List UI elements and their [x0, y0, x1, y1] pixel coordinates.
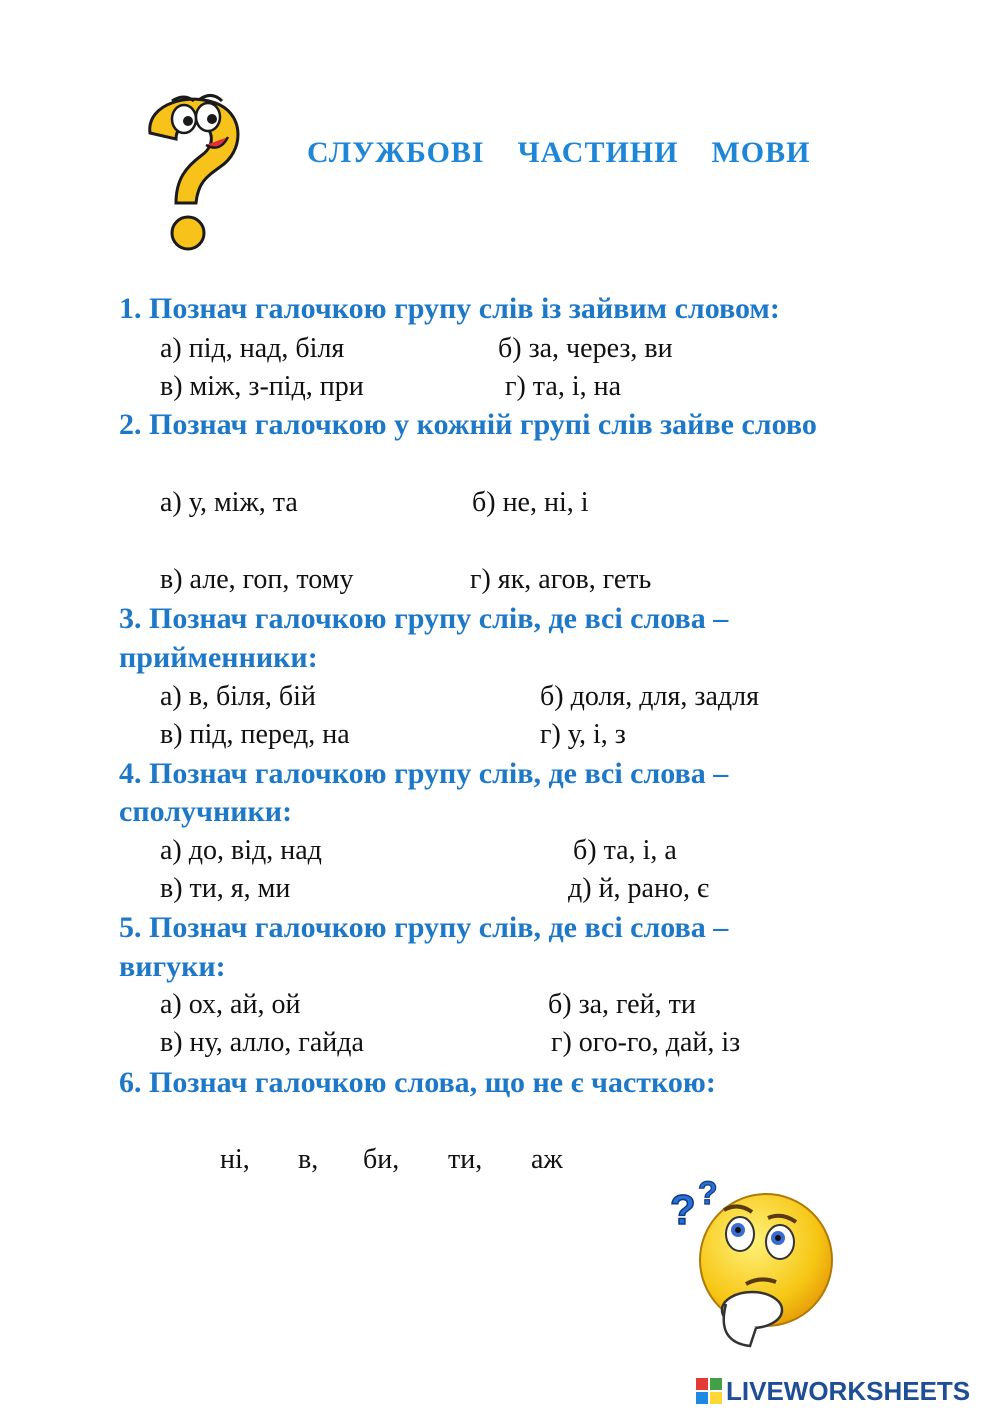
page-title: СЛУЖБОВІ ЧАСТИНИ МОВИ	[307, 136, 811, 169]
question-4-option-b[interactable]: б) та, і, а	[573, 835, 677, 866]
question-2-option-a[interactable]: а) у, між, та	[160, 487, 298, 518]
thinking-smiley-icon	[668, 1172, 838, 1352]
question-3-heading-line1: 3. Познач галочкою групу слів, де всі слова –	[119, 602, 729, 635]
question-3-heading-line2: прийменники:	[119, 641, 318, 674]
question-4-option-a[interactable]: а) до, від, над	[160, 835, 322, 866]
question-1-heading: 1. Познач галочкою групу слів із зайвим словом:	[119, 292, 780, 325]
question-3-option-g[interactable]: г) у, і, з	[540, 719, 626, 750]
question-3-option-b[interactable]: б) доля, для, задля	[540, 681, 759, 712]
question-1-option-v[interactable]: в) між, з-під, при	[160, 371, 364, 402]
question-2-option-b[interactable]: б) не, ні, і	[472, 487, 589, 518]
liveworksheets-logo-icon	[696, 1378, 722, 1404]
question-3-option-v[interactable]: в) під, перед, на	[160, 719, 350, 750]
question-6-heading: 6. Познач галочкою слова, що не є часткою:	[119, 1066, 716, 1099]
question-5-heading-line2: вигуки:	[119, 950, 226, 983]
question-2-heading: 2. Познач галочкою у кожній групі слів зайве слово	[119, 408, 817, 441]
question-3-option-a[interactable]: а) в, біля, бій	[160, 681, 316, 712]
footer-brand	[696, 1376, 970, 1406]
question-mark-character-icon	[132, 93, 247, 253]
footer-brand-text: LIVEWORKSHEETS	[726, 1375, 971, 1406]
svg-text:?: ?	[698, 1175, 718, 1211]
question-5-heading-line1: 5. Познач галочкою групу слів, де всі слова –	[119, 911, 729, 944]
question-5-option-v[interactable]: в) ну, алло, гайда	[160, 1027, 364, 1058]
question-5-option-g[interactable]: г) ого-го, дай, із	[551, 1027, 741, 1058]
question-6-word[interactable]: аж	[531, 1144, 563, 1175]
question-1-option-g[interactable]: г) та, і, на	[505, 371, 622, 402]
question-2-option-v[interactable]: в) але, гоп, тому	[160, 564, 354, 595]
question-4-option-d[interactable]: д) й, рано, є	[568, 873, 709, 904]
svg-text:?: ?	[670, 1186, 696, 1233]
question-5-option-b[interactable]: б) за, гей, ти	[548, 989, 696, 1020]
question-6-word[interactable]: ні,	[220, 1144, 250, 1175]
question-1-option-a[interactable]: а) під, над, біля	[160, 333, 345, 364]
question-5-option-a[interactable]: а) ох, ай, ой	[160, 989, 301, 1020]
question-6-word[interactable]: в,	[298, 1144, 319, 1175]
question-4-heading-line2: сполучники:	[119, 795, 293, 828]
question-2-option-g[interactable]: г) як, агов, геть	[470, 564, 652, 595]
question-4-option-v[interactable]: в) ти, я, ми	[160, 873, 291, 904]
question-1-option-b[interactable]: б) за, через, ви	[498, 333, 673, 364]
question-4-heading-line1: 4. Познач галочкою групу слів, де всі слова –	[119, 757, 729, 790]
question-6-word[interactable]: ти,	[448, 1144, 483, 1175]
question-6-word[interactable]: би,	[363, 1144, 400, 1175]
